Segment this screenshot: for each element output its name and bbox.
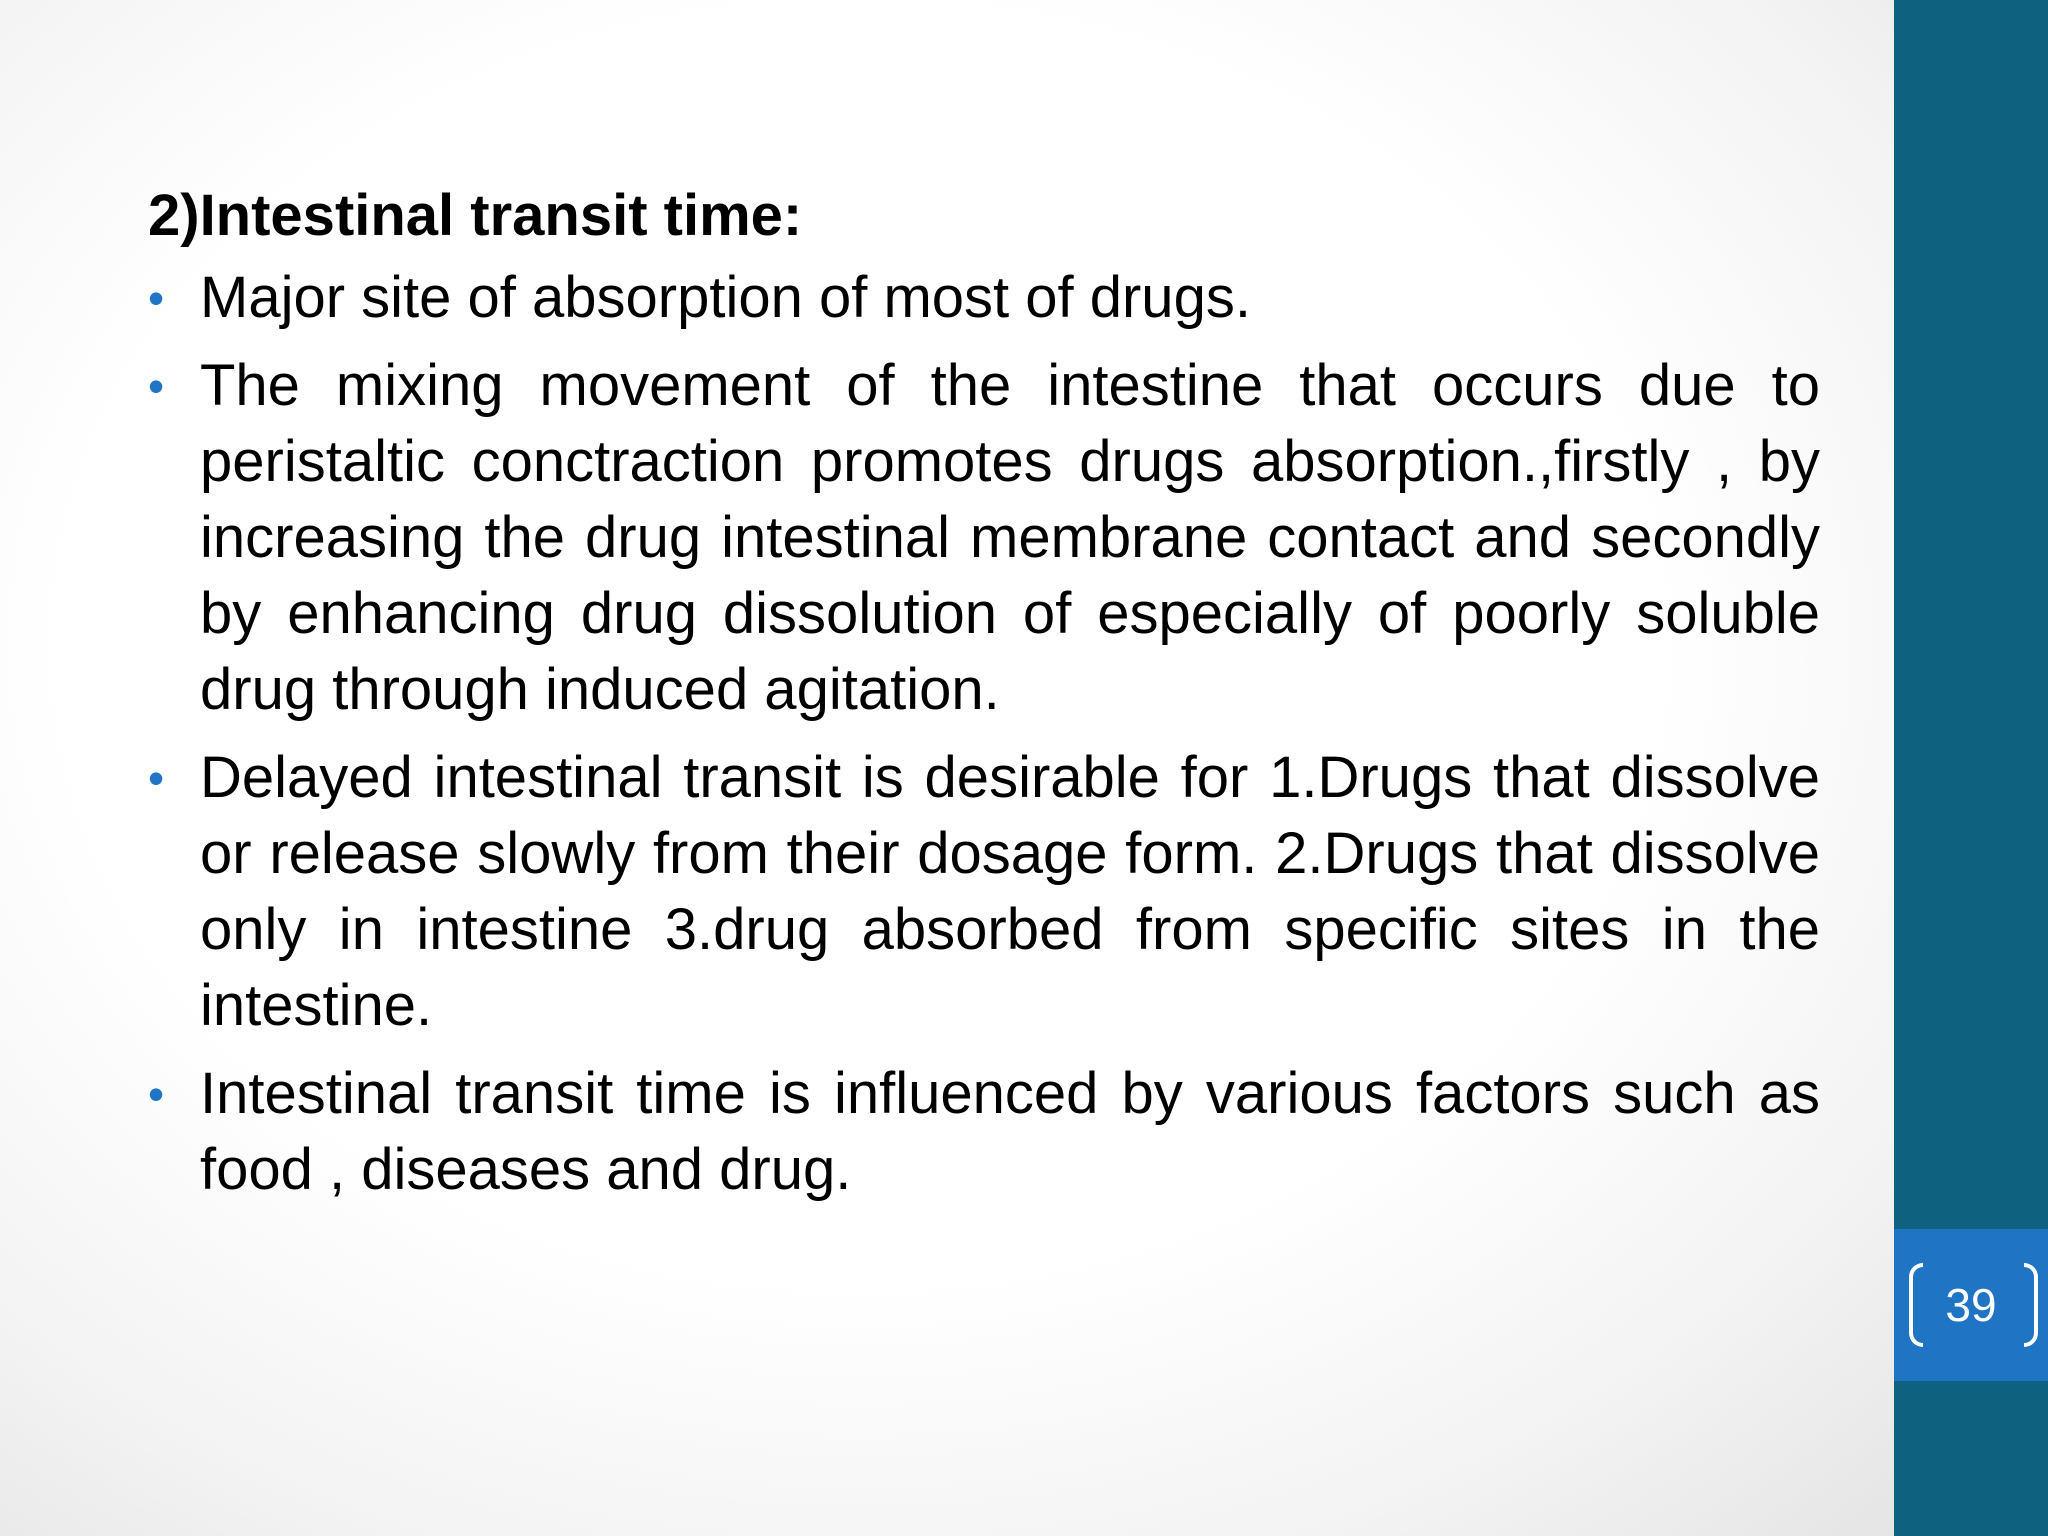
slide-heading: 2)Intestinal transit time: — [148, 183, 803, 248]
bullet-item — [148, 260, 1820, 336]
slide-content — [148, 178, 1820, 1220]
page-number-box — [1894, 1229, 2048, 1381]
bullet-item — [148, 1056, 1820, 1208]
bullet-icon: • — [148, 272, 165, 324]
bullet-icon: • — [148, 752, 165, 804]
bullet-text: Major site of absorption of most of drugs. — [200, 265, 1251, 330]
bullet-icon: • — [148, 360, 165, 412]
bullet-text: Intestinal transit time is influenced by various factors such as food , diseases and drug. — [200, 1061, 1820, 1202]
right-bracket-icon — [2024, 1263, 2038, 1347]
bullet-item — [148, 348, 1820, 728]
bullet-icon: • — [148, 1068, 165, 1120]
bullet-text: Delayed intestinal transit is desirable for 1.Drugs that dissolve or release slowly from their dosage form. 2.Drugs that dissolve only in intestine 3.drug absorbed from specific sites in the intestine. — [200, 745, 1820, 1038]
bullet-text: The mixing movement of the intestine that occurs due to peristaltic conctraction promotes drugs absorption.,firstly , by increasing the drug intestinal membrane contact and secondly by enhancing drug dissolution of especially of poorly soluble drug through induced agitation. — [200, 353, 1820, 722]
bullet-list — [148, 260, 1820, 1208]
page-number: 39 — [1945, 1279, 1997, 1331]
bullet-item — [148, 740, 1820, 1044]
